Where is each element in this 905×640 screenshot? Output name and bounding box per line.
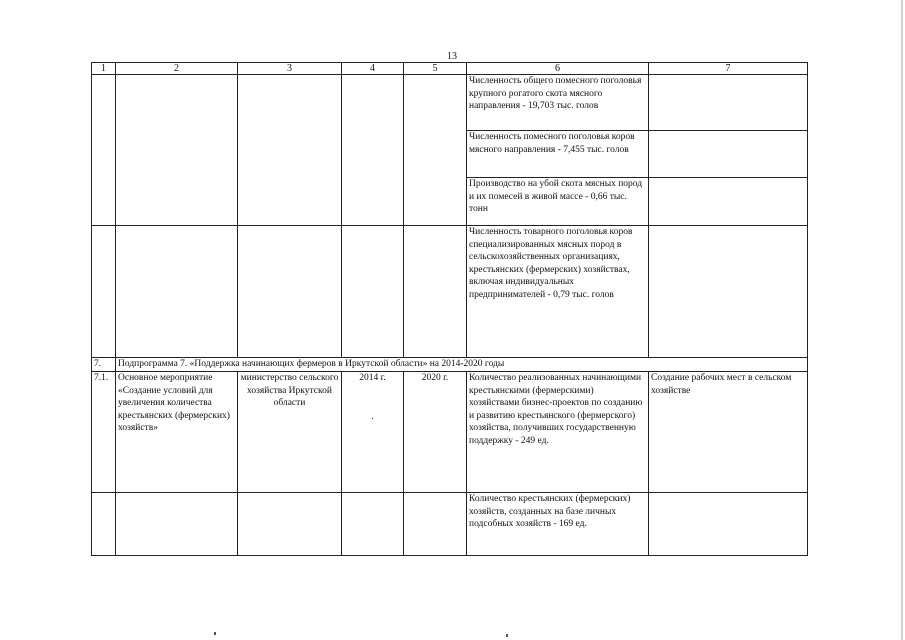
table-cell: [342, 493, 404, 556]
program-table: [91, 62, 808, 556]
table-cell: [116, 75, 238, 226]
column-header-3: 3: [238, 63, 342, 75]
table-row: [92, 226, 808, 358]
scan-edge: [901, 0, 903, 640]
indicator-cell: Численность товарного поголовья коров специализированных мясных пород в сельскохозяйственных организациях, крестьянских (фермерских) хозяйствах, включая индивидуальных предпринимателей - 0,79 тыс. голов: [467, 226, 649, 358]
indicator-cell: Количество крестьянских (фермерских) хозяйств, созданных на базе личных подсобных хозяйств - 169 ед.: [467, 493, 649, 556]
table-cell: [342, 226, 404, 358]
item-end-year: 2020 г.: [404, 372, 467, 493]
table-cell: [342, 75, 404, 226]
column-header-5: 5: [404, 63, 467, 75]
table-row: [92, 372, 808, 493]
table-row: [92, 493, 808, 556]
table-cell: [649, 131, 808, 178]
table-cell: [404, 75, 467, 226]
table-cell: [92, 493, 116, 556]
column-header-4: 4: [342, 63, 404, 75]
item-name: Основное мероприятие «Создание условий для увеличения количества крестьянских (фермерских) хозяйств»: [116, 372, 238, 493]
indicator-cell: Численность помесного поголовья коров мясного направления - 7,455 тыс. голов: [467, 131, 649, 178]
item-result: Создание рабочих мест в сельском хозяйстве: [649, 372, 808, 493]
table-cell: [116, 493, 238, 556]
column-number-row: [92, 63, 808, 75]
page-number: 13: [447, 51, 457, 62]
scan-artifact: [506, 634, 508, 637]
table-cell: [649, 75, 808, 131]
item-start-year: [342, 372, 404, 493]
table-cell: [649, 178, 808, 226]
indicator-cell: Производство на убой скота мясных пород и их помесей в живой массе - 0,66 тыс. тонн: [467, 178, 649, 226]
table-cell: [92, 226, 116, 358]
column-header-6: 6: [467, 63, 649, 75]
item-number: 7.1.: [92, 372, 116, 493]
column-header-1: 1: [92, 63, 116, 75]
item-start-year-text: 2014 г.: [359, 373, 386, 383]
section-title: Подпрограмма 7. «Поддержка начинающих фермеров в Иркутской области» на 2014-2020 годы: [116, 358, 808, 372]
table-cell: [404, 493, 467, 556]
item-executor: министерство сельского хозяйства Иркутской области: [238, 372, 342, 493]
table-cell: [649, 226, 808, 358]
table-cell: [116, 226, 238, 358]
table-cell: [238, 75, 342, 226]
stray-dot: .: [371, 411, 374, 422]
indicator-cell: Количество реализованных начинающими крестьянскими (фермерскими) хозяйствами бизнес-проектов по созданию и развитию крестьянского (фермерского) хозяйства, получивших государственную поддержку - 249 ед.: [467, 372, 649, 493]
table-cell: [238, 493, 342, 556]
section-row: [92, 358, 808, 372]
indicator-cell: Численность общего помесного поголовья крупного рогатого скота мясного направления - 19,703 тыс. голов: [467, 75, 649, 131]
table-cell: [649, 493, 808, 556]
column-header-7: 7: [649, 63, 808, 75]
table-cell: [404, 226, 467, 358]
section-number: 7.: [92, 358, 116, 372]
table-row: [92, 75, 808, 131]
table-cell: [92, 75, 116, 226]
scan-artifact: [214, 632, 216, 635]
column-header-2: 2: [116, 63, 238, 75]
table-cell: [238, 226, 342, 358]
